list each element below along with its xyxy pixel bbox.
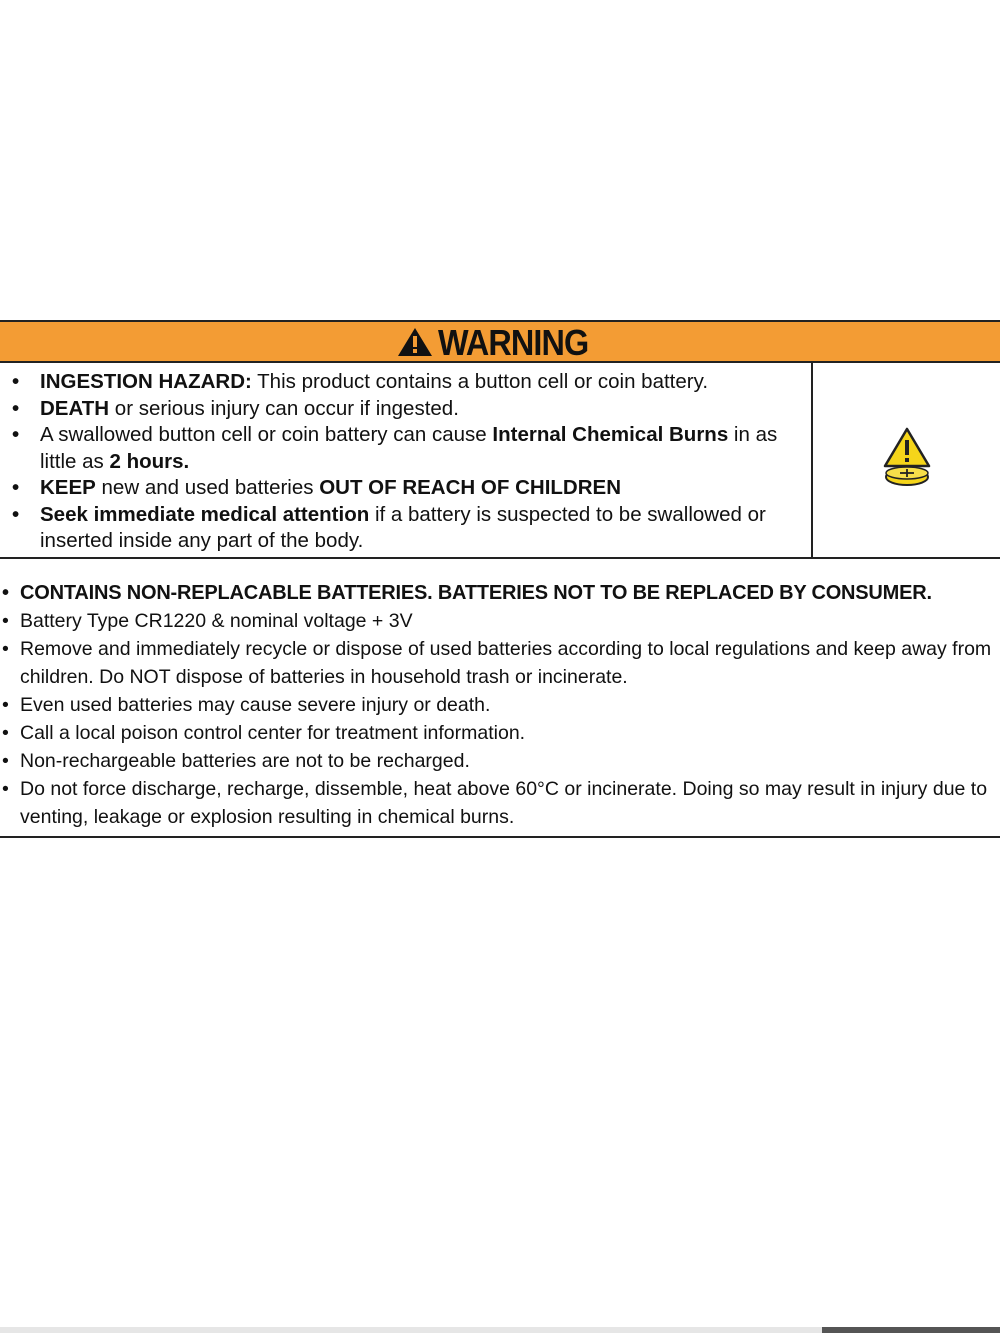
hazard-item — [0, 369, 811, 396]
coin-battery-warning-icon — [882, 426, 932, 495]
hazard-list — [0, 369, 811, 555]
hazard-emphasis: DEATH — [40, 396, 110, 420]
warning-triangle-icon — [396, 326, 434, 358]
info-item-do-not-force: • Do not force discharge, recharge, dissemble, heat above 60°C or incinerate. Doing so may result in injury due to venting, leakage or explosion resulting in chemical burns. — [0, 775, 1000, 831]
hazard-emphasis: KEEP — [40, 476, 96, 499]
hazard-emphasis: Internal Chemical Burns — [492, 423, 729, 446]
info-item-battery-type: • Battery Type CR1220 & nominal voltage + 3V — [0, 607, 1000, 635]
info-item-non-replaceable: • CONTAINS NON-REPLACABLE BATTERIES. BATTERIES NOT TO BE REPLACED BY CONSUMER. — [0, 579, 1000, 607]
info-item-poison-control: • Call a local poison control center for treatment information. — [0, 719, 1000, 747]
hazard-text: This product contains a button cell or coin battery. — [251, 370, 709, 393]
hazard-text: A swallowed button cell or coin battery can cause — [40, 423, 493, 446]
symbol-cell — [813, 363, 1000, 557]
hazard-item — [0, 396, 811, 423]
ingestion-hazard-box — [0, 363, 1000, 559]
hazard-list-cell — [0, 363, 813, 557]
battery-info-list — [0, 579, 1000, 831]
info-item-disposal: • Remove and immediately recycle or dispose of used batteries according to local regulations and keep away from children. Do NOT dispose of batteries in household trash or incinerate. — [0, 635, 1000, 691]
hazard-text: in as little as — [40, 423, 778, 473]
battery-warning-label — [0, 320, 1000, 838]
hazard-text: new and used batteries — [95, 476, 320, 499]
hazard-item — [0, 502, 811, 555]
warning-header — [0, 320, 1000, 363]
info-item-used-batteries: • Even used batteries may cause severe injury or death. — [0, 691, 1000, 719]
hazard-emphasis: INGESTION HAZARD: — [40, 370, 252, 393]
hazard-item — [0, 475, 811, 502]
battery-info-section — [0, 559, 1000, 838]
hazard-emphasis: Seek immediate medical attention — [40, 502, 370, 526]
hazard-item — [0, 422, 811, 475]
info-item-non-rechargeable: • Non-rechargeable batteries are not to be recharged. — [0, 747, 1000, 775]
hazard-emphasis: OUT OF REACH OF CHILDREN — [319, 476, 621, 499]
hazard-text: or serious injury can occur if ingested. — [109, 396, 459, 420]
horizontal-scrollbar-thumb[interactable] — [822, 1327, 1000, 1333]
hazard-text: if a battery is suspected to be swallowed or inserted inside any part of the body. — [40, 502, 766, 552]
warning-title: WARNING — [437, 321, 588, 363]
hazard-emphasis: 2 hours. — [109, 449, 190, 473]
